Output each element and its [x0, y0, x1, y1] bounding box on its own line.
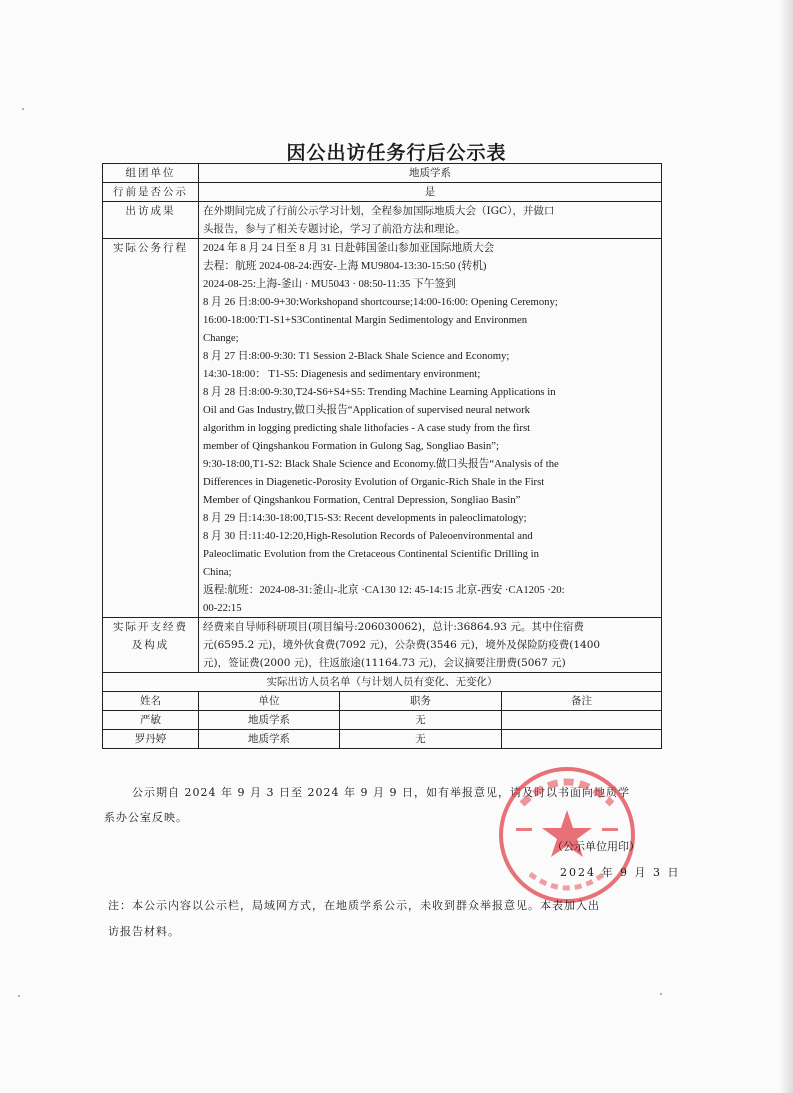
expenses-line: 经费来自导师科研项目(项目编号:206030062)，总计:36864.93 元。其中住宿费 [203, 621, 584, 633]
expenses-label-line: 实际开支经费 [113, 621, 188, 633]
itinerary-line: 去程：航班 2024-08-24:西安-上海 MU9804-13:30-15:50 (转机) [203, 260, 487, 272]
itinerary-line: 2024-08-25:上海-釜山 · MU5043 · 08:50-11:35 下午签到 [203, 278, 456, 290]
publicity-table [102, 163, 662, 749]
table-row [103, 730, 662, 749]
itinerary-line: China; [203, 566, 232, 578]
itinerary-value [199, 239, 662, 618]
itinerary-line: 8 月 29 日:14:30-18:00,T15-S3: Recent developments in paleoclimatology; [203, 512, 527, 524]
itinerary-line: 16:00-18:00:T1-S1+S3Continental Margin Sedimentology and Environmen [203, 314, 528, 326]
personnel-heading: 实际出访人员名单（与计划人员有变化、无变化） [103, 673, 662, 692]
person-position: 无 [340, 730, 502, 749]
results-label: 出访成果 [103, 202, 199, 239]
scan-speck [22, 108, 24, 110]
pre-publicity-value: 是 [199, 183, 662, 202]
itinerary-line: Differences in Diagenetic-Porosity Evolution of Organic-Rich Shale in the First [203, 476, 545, 488]
person-remarks [502, 730, 662, 749]
person-position: 无 [340, 711, 502, 730]
results-line: 头报告，参与了相关专题讨论，学习了前沿方法和理论。 [203, 223, 466, 235]
itinerary-line: 00-22:15 [203, 602, 242, 614]
scan-speck [660, 993, 662, 995]
itinerary-line: 14:30-18:00： T1-S5: Diagenesis and sedimentary environment; [203, 368, 481, 380]
itinerary-line: 8 月 27 日:8:00-9:30: T1 Session 2-Black Shale Science and Economy; [203, 350, 510, 362]
row-results [103, 202, 662, 239]
expenses-value [199, 618, 662, 673]
itinerary-line: 2024 年 8 月 24 日至 8 月 31 日赴韩国釜山参加亚国际地质大会 [203, 242, 495, 254]
person-unit: 地质学系 [199, 730, 340, 749]
itinerary-line: Paleoclimatic Evolution from the Cretaceous Continental Scientific Drilling in [203, 548, 539, 560]
notice-line: 公示期自 2024 年 9 月 3 日至 2024 年 9 月 9 日，如有举报意见，请及时以书面向地质学 [132, 786, 630, 799]
itinerary-line: Member of Qingshankou Formation, Central Depression, Songliao Basin” [203, 494, 521, 506]
pre-publicity-label: 行前是否公示 [103, 183, 199, 202]
itinerary-line: 8 月 30 日:11:40-12:20,High-Resolution Records of Paleoenvironmental and [203, 530, 533, 542]
expenses-line: 元)，签证费(2000 元)，往返旅途(11164.73 元)，会议摘要注册费(5067 元) [203, 657, 566, 669]
itinerary-label: 实际公务行程 [103, 239, 199, 618]
itinerary-line: 返程:航班：2024-08-31:釜山-北京 ·CA130 12: 45-14:15 北京-西安 ·CA1205 ·20: [203, 584, 565, 596]
stamp-label: （公示单位用印） [552, 840, 640, 853]
person-name: 严敏 [103, 711, 199, 730]
itinerary-line: Change; [203, 332, 239, 344]
table-row [103, 711, 662, 730]
results-value [199, 202, 662, 239]
person-unit: 地质学系 [199, 711, 340, 730]
itinerary-line: member of Qingshankou Formation in Gulong Sag, Songliao Basin”; [203, 440, 499, 452]
row-unit [103, 164, 662, 183]
notice-line: 系办公室反映。 [104, 811, 188, 824]
footnote [108, 893, 668, 945]
row-personnel-heading [103, 673, 662, 692]
unit-value: 地质学系 [199, 164, 662, 183]
person-name: 罗丹婷 [103, 730, 199, 749]
itinerary-line: Oil and Gas Industry,做口头报告“Application of supervised neural network [203, 404, 530, 416]
col-header-name: 姓名 [103, 692, 199, 711]
col-header-unit: 单位 [199, 692, 340, 711]
scan-speck [18, 995, 20, 997]
row-itinerary [103, 239, 662, 618]
note-line: 访报告材料。 [108, 925, 180, 938]
col-header-position: 职务 [340, 692, 502, 711]
row-expenses [103, 618, 662, 673]
person-remarks [502, 711, 662, 730]
expenses-line: 元(6595.2 元)，境外伙食费(7092 元)，公杂费(3546 元)，境外及保险防疫费(1400 [203, 639, 601, 651]
page-title: 因公出访任务行后公示表 [286, 142, 507, 164]
row-pre-publicity [103, 183, 662, 202]
note-line: 注：本公示内容以公示栏，局域网方式，在地质学系公示，未收到群众举报意见。本表加入出 [108, 899, 600, 912]
itinerary-line: algorithm in logging predicting shale lithofacies - A case study from the first [203, 422, 531, 434]
official-seal [494, 762, 640, 908]
unit-label: 组团单位 [103, 164, 199, 183]
results-line: 在外期间完成了行前公示学习计划，全程参加国际地质大会（IGC），并做口 [203, 205, 555, 217]
itinerary-line: 9:30-18:00,T1-S2: Black Shale Science and Economy.做口头报告“Analysis of the [203, 458, 559, 470]
expenses-label-line: 及构成 [131, 639, 170, 651]
personnel-header-row [103, 692, 662, 711]
expenses-label [103, 618, 199, 673]
col-header-remarks: 备注 [502, 692, 662, 711]
itinerary-line: 8 月 26 日:8:00-9+30:Workshopand shortcourse;14:00-16:00: Opening Ceremony; [203, 296, 558, 308]
itinerary-line: 8 月 28 日:8:00-9:30,T24-S6+S4+S5: Trending Machine Learning Applications in [203, 386, 556, 398]
sign-date: 2024 年 9 月 3 日 [560, 866, 681, 879]
